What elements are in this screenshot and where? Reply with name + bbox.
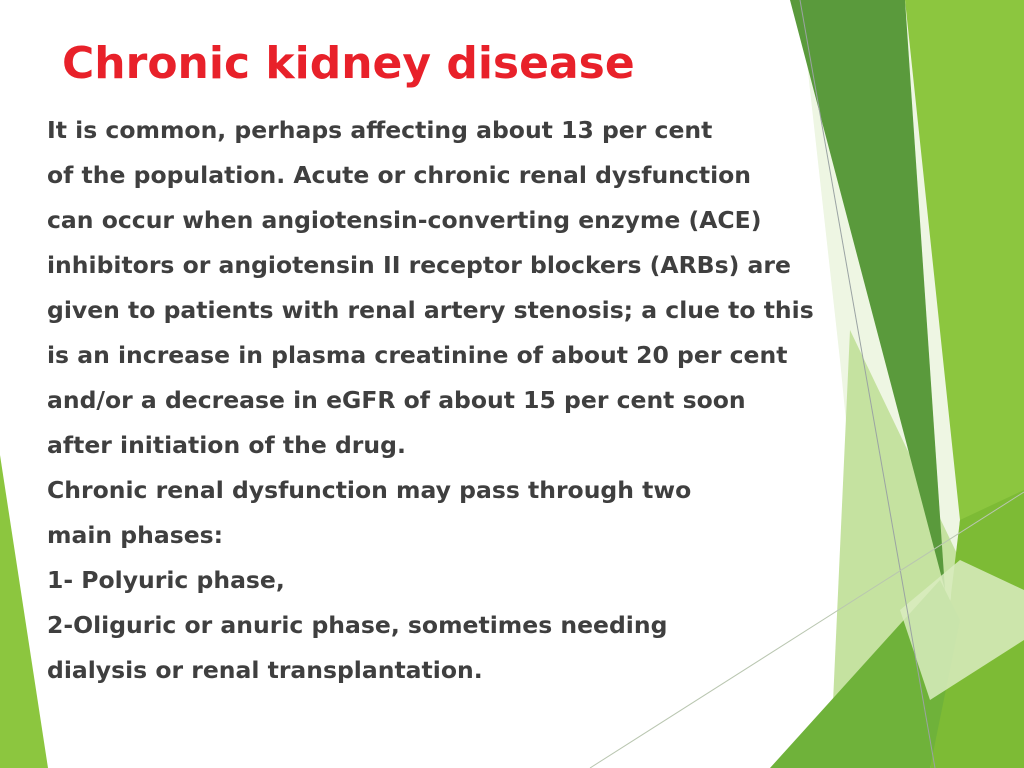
text-line: inhibitors or angiotensin II receptor blockers (ARBs) are bbox=[47, 251, 791, 279]
text-line: 2-Oliguric or anuric phase, sometimes needing bbox=[47, 611, 668, 639]
text-line: main phases: bbox=[47, 521, 224, 549]
text-line: is an increase in plasma creatinine of about 20 per cent bbox=[47, 341, 788, 369]
text-line: given to patients with renal artery stenosis; a clue to this bbox=[47, 296, 814, 324]
text-line: 1- Polyuric phase, bbox=[47, 566, 285, 594]
left-green-accent bbox=[0, 455, 48, 768]
text-line: dialysis or renal transplantation. bbox=[47, 656, 483, 684]
slide-title: Chronic kidney disease bbox=[62, 38, 635, 89]
text-line: can occur when angiotensin-converting enzyme (ACE) bbox=[47, 206, 762, 234]
text-line: of the population. Acute or chronic renal dysfunction bbox=[47, 161, 752, 189]
body-text bbox=[47, 108, 847, 693]
text-line: Chronic renal dysfunction may pass through two bbox=[47, 476, 692, 504]
text-line: It is common, perhaps affecting about 13 per cent bbox=[47, 116, 713, 144]
text-line: and/or a decrease in eGFR of about 15 per cent soon bbox=[47, 386, 746, 414]
text-line: after initiation of the drug. bbox=[47, 431, 406, 459]
